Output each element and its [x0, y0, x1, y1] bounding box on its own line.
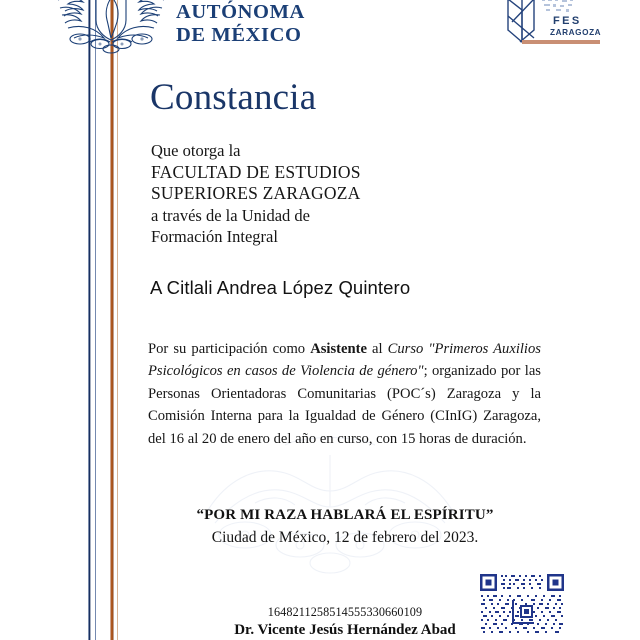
left-border-navy-rule [88, 0, 91, 640]
unam-wordmark-line1: AUTÓNOMA [176, 1, 305, 23]
body-role: Asistente [310, 341, 367, 357]
unam-wordmark [176, 1, 305, 47]
page-title: Constancia [150, 77, 317, 118]
folio-number: 1648211258514555330660109 [267, 605, 423, 619]
signatory-name: Dr. Vicente Jesús Hernández Abad [234, 622, 456, 638]
qr-code-icon [476, 570, 568, 638]
grant-line-2: FACULTAD DE ESTUDIOS [151, 161, 361, 182]
grant-line-5: Formación Integral [151, 227, 278, 246]
left-border-navy-thin-rule [95, 0, 96, 640]
left-border-copper-rule [110, 0, 114, 640]
unam-shield-icon [52, 0, 170, 56]
recipient-name: A Citlali Andrea López Quintero [150, 277, 411, 298]
fes-zaragoza-logo-icon [500, 0, 608, 48]
body-segment-3: ; organizado por las Personas Orientadoras Comunitarias (POC´s) Zaragoza y la Comisión Interna para la Igualdad de Género (CInIG) Zaragoza, del 16 al 20 de enero del año en curso, con 15 horas de duración. [148, 363, 541, 447]
left-border-copper-thin-rule [117, 0, 118, 640]
grant-line-3: SUPERIORES ZARAGOZA [151, 183, 361, 203]
fes-label: FES [553, 15, 582, 27]
document-header [0, 0, 640, 60]
unam-wordmark-line2: DE MÉXICO [176, 24, 302, 46]
zaragoza-label: ZARAGOZA [550, 28, 602, 37]
university-motto: “POR MI RAZA HABLARÁ EL ESPÍRITU” [196, 507, 494, 523]
body-segment-1: Por su participación como [148, 341, 311, 357]
granting-body-block [151, 140, 451, 248]
body-segment-2: al [366, 341, 388, 357]
grant-line-4: a través de la Unidad de [151, 205, 310, 225]
grant-line-1: Que otorga la [151, 141, 241, 160]
body-course-title: Curso "Primeros Auxilios Psicológicos en casos de Violencia de género" [148, 341, 541, 380]
certificate-body-paragraph [148, 338, 541, 450]
place-and-date: Ciudad de México, 12 de febrero del 2023. [211, 529, 479, 546]
